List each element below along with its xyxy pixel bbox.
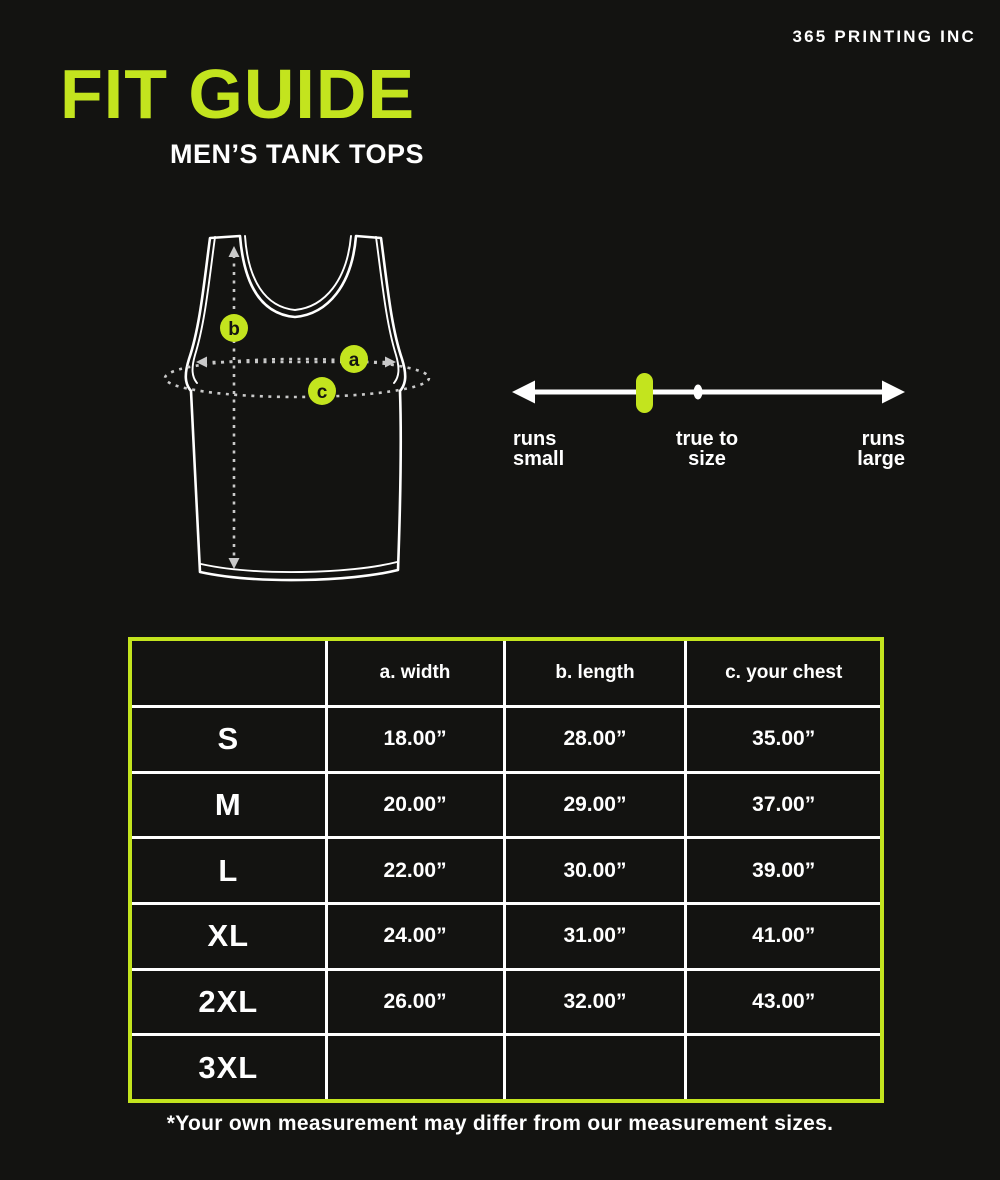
chest-value: 37.00” [687, 774, 880, 837]
chest-value: 43.00” [687, 971, 880, 1034]
measurement-disclaimer: *Your own measurement may differ from our measurement sizes. [166, 1112, 834, 1135]
scale-label-runs-large [780, 429, 905, 469]
runs-small-line1: runs [513, 428, 557, 450]
scale-arrow-right-icon [882, 381, 905, 404]
scale-arrow-left-icon [512, 381, 535, 404]
true-to-size-line1: true to [675, 428, 739, 450]
size-label: 2XL [132, 971, 325, 1034]
header-cell-width: a. width [328, 641, 503, 705]
length-value: 28.00” [506, 708, 685, 771]
width-arrow-right-icon [385, 357, 396, 368]
fit-indicator-marker [636, 373, 653, 413]
header-cell-chest: c. your chest [687, 641, 880, 705]
length-value [506, 1036, 685, 1099]
chest-value: 41.00” [687, 905, 880, 968]
true-to-size-dot [694, 385, 703, 400]
runs-large-line2: large [857, 448, 905, 470]
runs-small-line2: small [513, 448, 565, 470]
size-table [128, 637, 884, 1103]
chest-value: 35.00” [687, 708, 880, 771]
width-value: 18.00” [328, 708, 503, 771]
header-cell-length: b. length [506, 641, 685, 705]
tank-top-diagram [155, 225, 455, 595]
length-arrow-down-icon [229, 558, 240, 569]
length-value: 29.00” [506, 774, 685, 837]
marker-c-label: c [316, 382, 328, 403]
page-title: FIT GUIDE [60, 55, 416, 133]
fit-scale [505, 360, 915, 424]
scale-label-true-to-size [640, 429, 774, 469]
size-label: XL [132, 905, 325, 968]
true-to-size-line2: size [688, 448, 726, 470]
size-label: S [132, 708, 325, 771]
marker-a-label: a [348, 350, 360, 371]
size-label: 3XL [132, 1036, 325, 1099]
size-label: M [132, 774, 325, 837]
marker-b-label: b [228, 319, 240, 340]
header-cell-empty [132, 641, 325, 705]
size-label: L [132, 839, 325, 902]
width-value: 20.00” [328, 774, 503, 837]
page-subtitle: MEN’S TANK TOPS [170, 139, 425, 169]
scale-label-runs-small [513, 429, 564, 469]
length-value: 32.00” [506, 971, 685, 1034]
length-value: 30.00” [506, 839, 685, 902]
width-value: 26.00” [328, 971, 503, 1034]
runs-large-line1: runs [861, 428, 905, 450]
length-arrow-up-icon [229, 246, 240, 257]
tank-outline [186, 236, 405, 580]
width-value [328, 1036, 503, 1099]
tank-top-illustration [155, 225, 455, 595]
chest-value: 39.00” [687, 839, 880, 902]
hem-trim [201, 562, 397, 572]
chest-value [687, 1036, 880, 1099]
width-value: 24.00” [328, 905, 503, 968]
brand-name: 365 PRINTING INC [792, 27, 976, 46]
width-value: 22.00” [328, 839, 503, 902]
fit-scale-graphic [505, 360, 915, 424]
length-value: 31.00” [506, 905, 685, 968]
